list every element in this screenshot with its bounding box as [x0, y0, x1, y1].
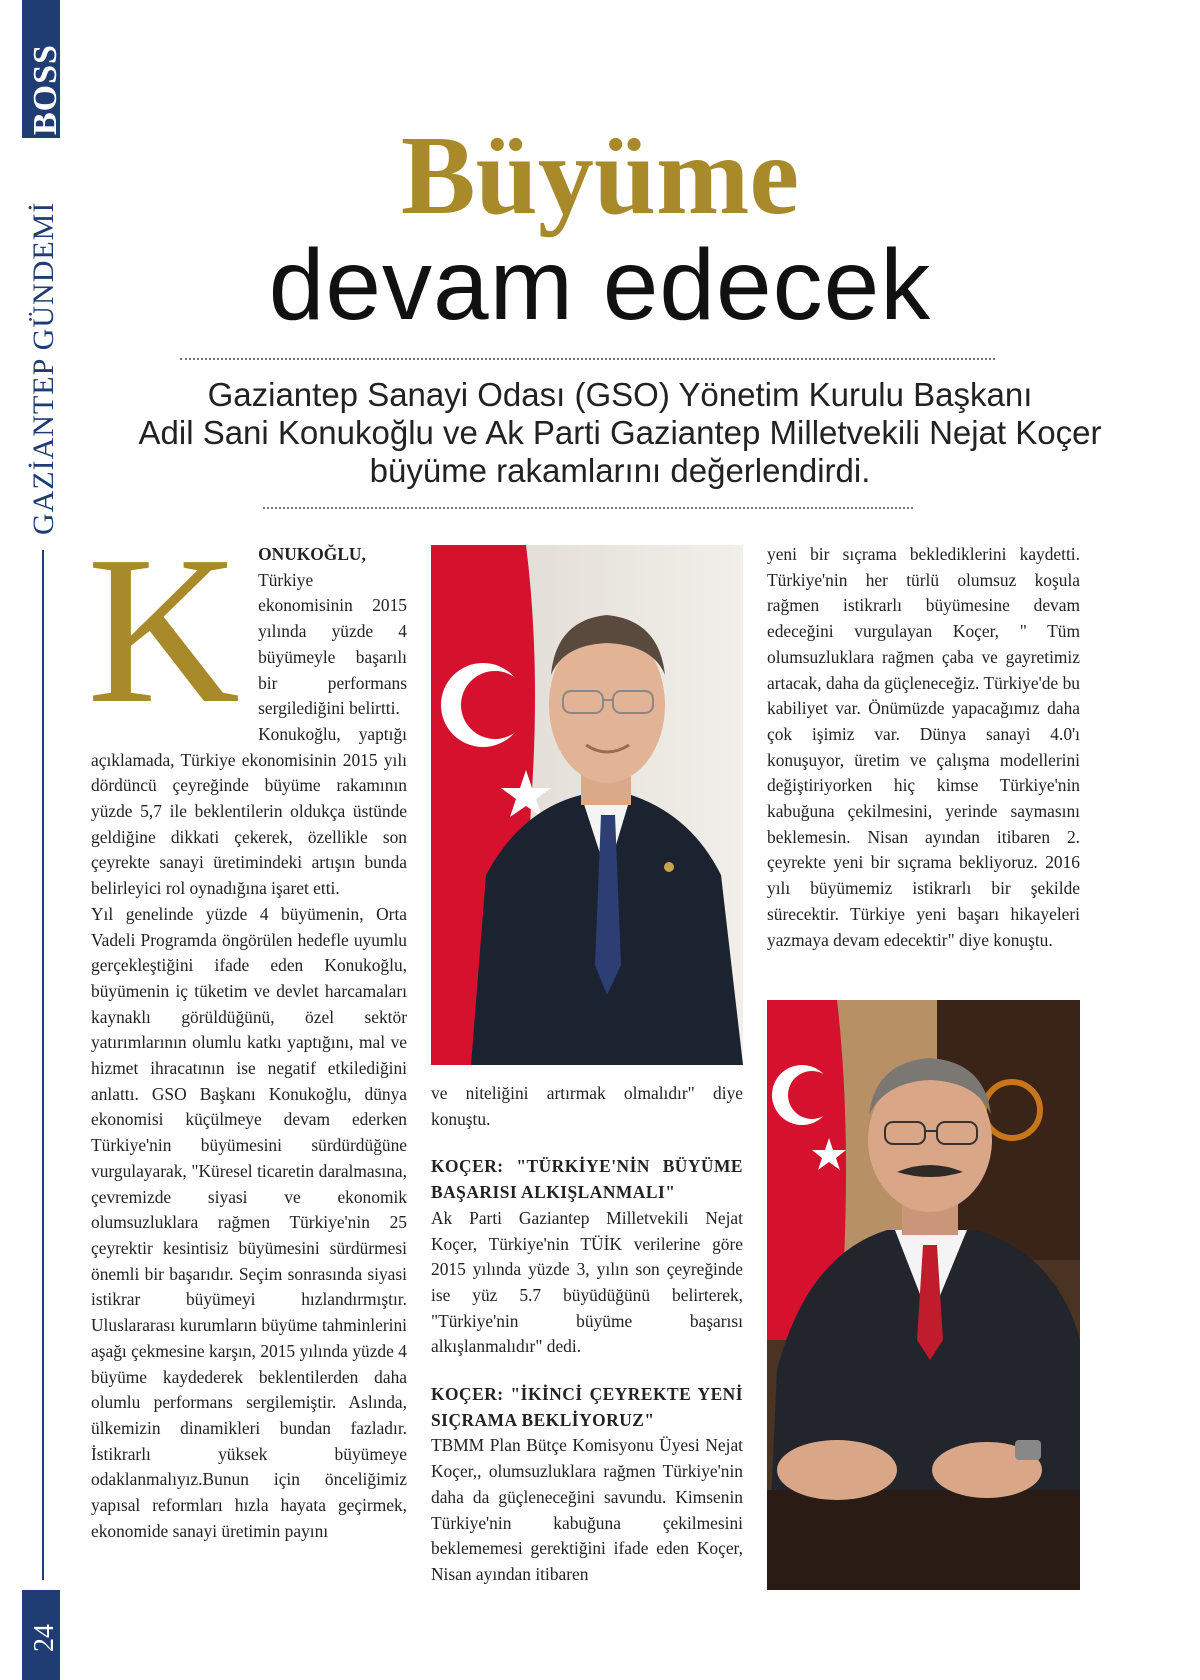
article-column-3	[767, 542, 1080, 953]
paragraph: Yıl genelinde yüzde 4 büyümenin, Orta Vadeli Programda öngörülen hedefle uyumlu gerçekleştiğini ifade eden Konukoğlu, büyümenin iç tüketim ve devlet harcamaları kaynaklı görüldüğünü, özel sektör yatırımlarının olumlu katkı yaptığını, mal ve hizmet ihracatının ise negatif etkilediğini anlattı. GSO Başkanı Konukoğlu, dünya ekonomisi küçülmeye devam ederken Türkiye'nin büyümesini sürdürdüğüne vurgulayarak, "Küresel ticaretin daralmasına, çevremizde siyasi ve ekonomik olumsuzluklara rağmen Türkiye'nin 25 çeyrektir kesintisiz büyümesini sürdürmesi önemli bir başarıdır. Seçim sonrasında siyasi istikrar büyümeyi hızlandırmıştır. Uluslararası kurumların büyüme tahminlerini aşağı çekmesine karşın, 2015 yılında yüzde 4 büyüme kaydederek beklentilerden daha olumlu performans sergilemiştir. Aslında, ülkemizin dinamikleri bundan fazladır. İstikrarlı yüksek büyümeye odaklanmalıyız.Bunun için önceliğimiz yapısal reformları hızla hayata geçirmek, ekonomide sanayi üretimin payını	[91, 903, 407, 1541]
paragraph: TBMM Plan Bütçe Komisyonu Üyesi Nejat Koçer,, olumsuzluklara rağmen Türkiye'nin daha da güçleneceğini savundu. Kimsenin Türkiye'nin kabuğuna çekilmesini beklememesi gerektiğini ifade eden Koçer, Nisan ayından itibaren	[431, 1435, 743, 1584]
lead-word: ONUKOĞLU,	[258, 544, 366, 564]
paragraph: ve niteliğini artırmak olmalıdır" diye konuştu.	[431, 1083, 743, 1129]
headline-line1: Büyüme	[400, 114, 800, 238]
section-heading: KOÇER: "TÜRKİYE'NİN BÜYÜME BAŞARISI ALKIŞLANMALI"	[431, 1156, 743, 1203]
subtitle-line3: büyüme rakamlarını değerlendirdi.	[369, 452, 871, 489]
drop-cap: K	[87, 512, 241, 747]
sidebar-rule	[42, 550, 44, 1580]
section-label: GAZİANTEP GÜNDEMİ	[27, 201, 60, 535]
headline-line2: devam edecek	[268, 229, 932, 341]
magazine-brand: BOSS	[27, 44, 64, 135]
paragraph: yeni bir sıçrama beklediklerini kaydetti. Türkiye'nin her türlü olumsuz koşula rağmen istikrarlı büyümesine devam edeceğini vurgulayan Koçer, " Tüm olumsuzluklara rağmen çaba ve gayretimiz artacak, daha da güçleneceğiz. Türkiye'de bu kabiliyet var. Önümüzde yapacağımız daha çok işimiz var. Dünya sanayi 4.0'ı konuşuyor, üretim ve çalışma modellerini değiştiriyorken hiç kimse Türkiye'nin kabuğuna çekilmesini, yerinde saymasını beklemesin. Nisan ayından itibaren 2. çeyrekte yeni bir sıçrama bekliyoruz. 2016 yılı büyümemiz istikrarlı bir şekilde sürecektir. Türkiye yeni başarı hikayeleri yazmaya devam edecektir" diye konuştu.	[767, 544, 1080, 950]
dotted-divider-top	[180, 358, 995, 360]
subtitle-line2: Adil Sani Konukoğlu ve Ak Parti Gaziantep Milletvekili Nejat Koçer	[138, 414, 1102, 451]
paragraph: Ak Parti Gaziantep Milletvekili Nejat Koçer, Türkiye'nin TÜİK verilerine göre 2015 yılında yüzde 3, yılın son çeyreğinde ise yüz 5.7 büyüdüğünü belirterek, "Türkiye'nin büyüme başarısı alkışlanmalıdır" dedi.	[431, 1207, 743, 1357]
article-column-1	[87, 512, 407, 1544]
subtitle	[90, 376, 1150, 490]
portrait-illustration	[431, 545, 743, 1065]
dotted-divider-bottom	[263, 507, 913, 509]
portrait-illustration	[767, 1000, 1080, 1590]
article-column-2	[431, 1081, 743, 1588]
subtitle-line1: Gaziantep Sanayi Odası (GSO) Yönetim Kurulu Başkanı	[207, 376, 1033, 413]
section-heading: KOÇER: "İKİNCİ ÇEYREKTE YENİ SIÇRAMA BEKLİYORUZ"	[431, 1384, 743, 1430]
paragraph-intro: ONUKOĞLU, Türkiye ekonomisinin 2015 yılında yüzde 4 büyümeyle başarılı bir performans sergilediğini belirtti.	[258, 544, 407, 719]
page-number: 24	[29, 1624, 60, 1652]
paragraph: Konukoğlu, yaptığı açıklamada, Türkiye ekonomisinin 2015 yılı dördüncü çeyreğinde büyüme rakamının yüzde 5,7 ile beklentilerin oldukça üstünde geldiğine dikkati çekerek, özellikle son çeyrekte sanayi üretimindeki artışın bunda belirleyici rol oynadığına işaret etti.	[91, 723, 407, 899]
konukoglu-photo	[431, 545, 743, 1065]
kocer-photo	[767, 1000, 1080, 1590]
